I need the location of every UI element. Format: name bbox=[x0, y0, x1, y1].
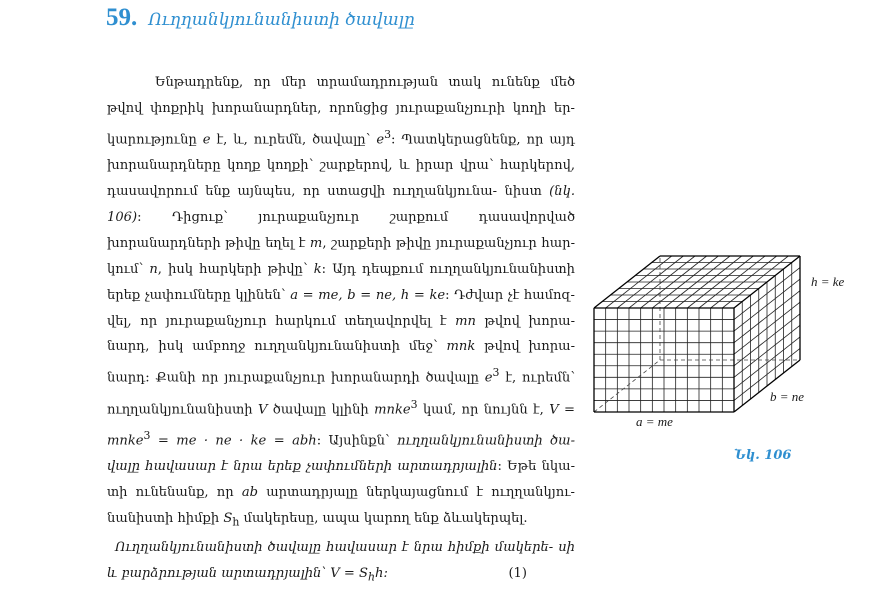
section-number: 59. bbox=[106, 4, 138, 31]
text-line: կամ, որ նույնն է, bbox=[417, 401, 544, 417]
math-n: n bbox=[149, 261, 158, 277]
math-mn: mn bbox=[455, 313, 476, 329]
text-line: կում՝ bbox=[107, 261, 150, 277]
math-e: e bbox=[202, 132, 211, 148]
text-line: մակերեսը, ապա կարող ենք ձևակերպել. bbox=[239, 510, 528, 526]
paragraph-2-rule bbox=[107, 535, 575, 590]
text-line: Ենթադրենք, որ մեր տրամադրության տակ ունենք մեծ bbox=[155, 75, 575, 90]
math-e: e bbox=[376, 132, 385, 148]
text-line: , իսկ հարկերի թիվը՝ bbox=[157, 261, 314, 277]
math-volume: V = mnke bbox=[107, 401, 575, 449]
text-line: թվով խորա- bbox=[475, 339, 576, 355]
text-line: արտադրյալը ներկայացնում է ուղղանկյու- bbox=[258, 485, 575, 501]
equation-number: (1) bbox=[508, 566, 527, 582]
rule-text: սի և բարձրության արտադրյալին՝ bbox=[107, 540, 575, 582]
superscript: 3 bbox=[492, 366, 500, 380]
subscript: h bbox=[232, 515, 240, 529]
rule-text: վալը հավասար է նրա երեք չափումների արտադրյալին bbox=[107, 459, 498, 475]
math-k: k bbox=[313, 261, 322, 277]
body-text bbox=[107, 70, 575, 591]
text-line: նիստ bbox=[504, 183, 550, 199]
math-V: V bbox=[257, 401, 268, 417]
text-line: տի ունենանք, որ bbox=[107, 485, 242, 501]
text-line: , շարքերի թիվը յուրաքանչյուր հար- bbox=[322, 235, 575, 251]
text-line: վել, որ յուրաքանչյուր հարկում տեղավորվել է bbox=[107, 313, 456, 329]
text-line: է, և, ուրեմն, ծավալը՝ bbox=[210, 132, 377, 148]
text-line: : bbox=[383, 566, 388, 582]
math-e: e bbox=[484, 370, 493, 386]
text-line: է, ուրեմն՝ bbox=[499, 370, 576, 386]
figure-reference: (նկ. 106) bbox=[107, 183, 575, 225]
text-line: նարդ, իսկ ամբողջ ուղղանկյունանիստի մեջ՝ bbox=[107, 339, 447, 355]
text-line: : Դիցուք՝ յուրաքանչյուր շարքում դասավորված bbox=[137, 209, 575, 225]
rule-text: Ուղղանկյունանիստի ծավալը հավասար է նրա հիմքի մակերե- bbox=[115, 540, 554, 556]
figure-caption: Նկ. 106 bbox=[734, 448, 792, 463]
text-line: կարությունը bbox=[107, 132, 203, 148]
math-mnk: mnk bbox=[446, 339, 476, 355]
math-formula: V = S bbox=[330, 566, 368, 582]
section-title: Ուղղանկյունանիստի ծավալը bbox=[148, 10, 415, 30]
math-ab: ab bbox=[241, 485, 259, 501]
math-S: S bbox=[223, 510, 233, 526]
text-line: ծավալը կլինի bbox=[267, 401, 375, 417]
text-line: : Այսինքն՝ bbox=[316, 433, 398, 449]
text-line: նանիստի հիմքի bbox=[107, 510, 224, 526]
subscript: h bbox=[368, 570, 376, 584]
superscript: 3 bbox=[410, 397, 418, 411]
text-line: : Այդ դեպքում ուղղանկյունանիստի bbox=[321, 261, 575, 277]
label-height: h = ke bbox=[811, 274, 845, 289]
math-volume-equation: = me · ne · ke = abh bbox=[150, 433, 317, 449]
rule-text: ուղղանկյունանիստի ծա- bbox=[397, 433, 575, 449]
text-line: խորանարդները կողք կողքի՝ շարքերով, և իրար վրա՝ հարկերով, bbox=[107, 158, 575, 174]
math-mnke: mnke bbox=[374, 401, 411, 417]
superscript: 3 bbox=[143, 428, 151, 442]
text-line: ուղղանկյունանիստի bbox=[107, 401, 258, 417]
text-line: նարդ: Քանի որ յուրաքանչյուր խորանարդի ծավալը bbox=[107, 370, 485, 386]
text-line: խորանարդների թիվը եղել է bbox=[107, 235, 310, 251]
text-line: : Եթե նկա- bbox=[497, 459, 575, 475]
label-width: a = me bbox=[636, 414, 673, 429]
hidden-edge bbox=[594, 360, 660, 412]
text-line: դասավորում ենք այնպես, որ ստացվի ուղղանկյունա- bbox=[107, 183, 498, 199]
paragraph-1 bbox=[107, 70, 575, 535]
math-h: h bbox=[375, 566, 384, 582]
text-line: թվով փոքրիկ խորանարդներ, որոնցից յուրաքանչյուրի կողի եր- bbox=[107, 100, 575, 116]
label-depth: b = ne bbox=[770, 389, 805, 404]
math-m: m bbox=[309, 235, 323, 251]
text-line: երեք չափումները կլինեն՝ bbox=[107, 287, 291, 303]
superscript: 3 bbox=[384, 127, 392, 141]
text-line: : Դժվար չէ համոզ- bbox=[445, 287, 575, 303]
math-dimensions: a = me, b = ne, h = ke bbox=[290, 287, 446, 303]
text-line: թվով խորա- bbox=[475, 313, 575, 329]
section-heading bbox=[106, 4, 415, 32]
text-line: : Պատկերացնենք, որ այդ bbox=[391, 132, 575, 148]
